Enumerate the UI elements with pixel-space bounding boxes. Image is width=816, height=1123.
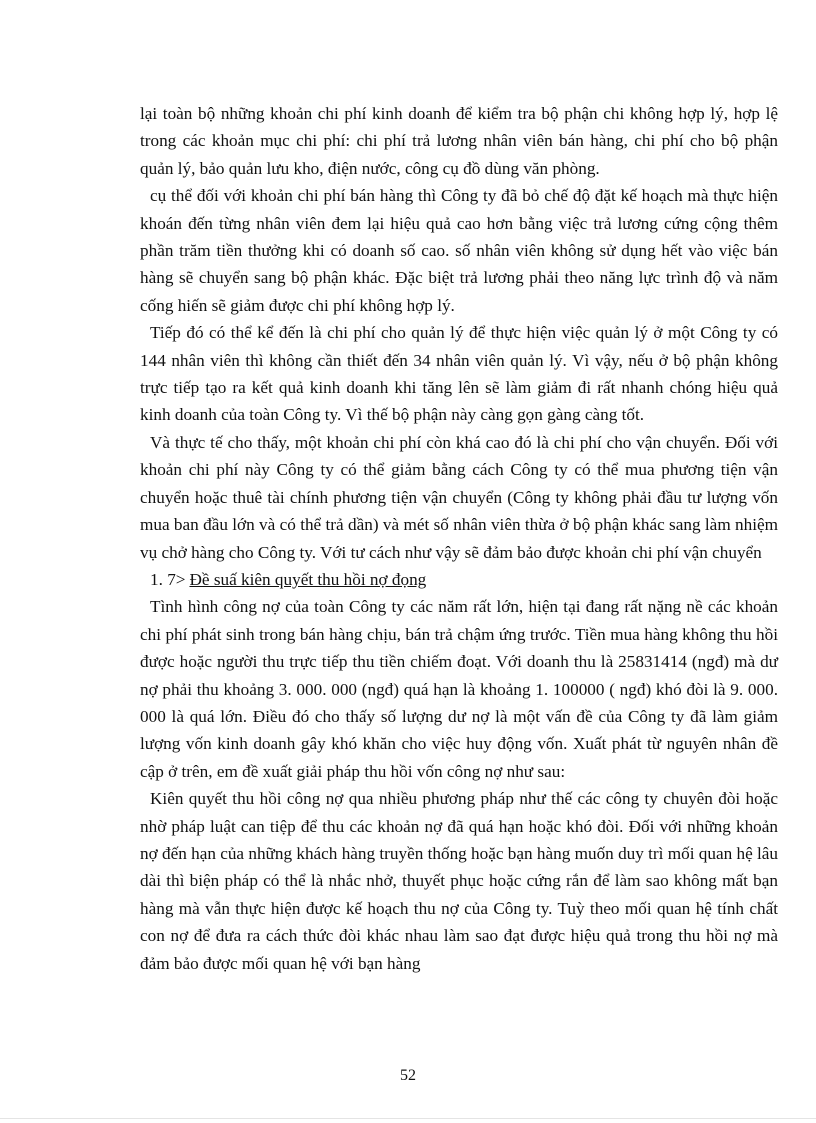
page-bottom-divider [0, 1118, 816, 1119]
paragraph-cost-review: lại toàn bộ những khoản chi phí kinh doanh để kiểm tra bộ phận chi không hợp lý, hợp lệ trong các khoản mục chi phí: chi phí trả lương nhân viên bán hàng, chi phí cho bộ phận quản lý, bảo quản lưu kho, điện nước, công cụ đồ dùng văn phòng. [140, 104, 778, 178]
paragraph-debt-recovery: Kiên quyết thu hồi công nợ qua nhiều phương pháp như thế các công ty chuyên đòi hoặc nhờ pháp luật can tiệp để thu các khoản nợ đã quá hạn hoặc khó đòi. Đối với những khoản nợ đến hạn của những khách hàng truyền thống hoặc bạn hàng muốn duy trì mối quan hệ lâu dài thì biện pháp có thể là nhắc nhở, thuyết phục hoặc cứng rắn để làm sao không mất bạn hàng mà vẫn thực hiện được kế hoạch thu nợ của Công ty. Tuỳ theo mối quan hệ tính chất con nợ để đưa ra cách thức đòi khác nhau làm sao đạt được hiệu quả trong thu hồi nợ mà đảm bảo được mối quan hệ với bạn hàng [140, 789, 778, 973]
paragraph-sales-cost: cụ thể đối với khoản chi phí bán hàng thì Công ty đã bỏ chế độ đặt kế hoạch mà thực hiện khoán đến từng nhân viên đem lại hiệu quả cao hơn bằng việc trả lương cứng cộng thêm phần trăm tiền thưởng khi có doanh số cao. số nhân viên không sử dụng hết vào việc bán hàng sẽ chuyển sang bộ phận khác. Đặc biệt trả lương phải theo năng lực trình độ và năm cống hiến sẽ giảm được chi phí không hợp lý. [140, 186, 778, 315]
section-title: Đề suấ kiên quyết thu hồi nợ đọng [189, 569, 427, 589]
paragraph-management-cost: Tiếp đó có thể kể đến là chi phí cho quản lý để thực hiện việc quản lý ở một Công ty có 144 nhân viên thì không cần thiết đến 34 nhân viên quản lý. Vì vậy, nếu ở bộ phận không trực tiếp tạo ra kết quả kinh doanh khi tăng lên sẽ làm giảm đi rất nhanh chóng hiệu quả kinh doanh của toàn Công ty. Vì thế bộ phận này càng gọn gàng càng tốt. [140, 323, 778, 425]
paragraph-transport-cost: Và thực tế cho thấy, một khoản chi phí còn khá cao đó là chi phí cho vận chuyển. Đối với khoản chi phí này Công ty có thể giảm bằng cách Công ty có thể mua phương tiện vận chuyển hoặc thuê tài chính phương tiện vận chuyển (Công ty không phải đầu tư lượng vốn mua ban đầu lớn và có thể trả dần) và mét số nhân viên thừa ở bộ phận khác sang làm nhiệm vụ chở hàng cho Công ty. Với tư cách như vậy sẽ đảm bảo được khoản chi phí vận chuyển [140, 432, 778, 562]
paragraph-debt-situation: Tình hình công nợ của toàn Công ty các năm rất lớn, hiện tại đang rất nặng nề các khoản chi phí phát sinh trong bán hàng chịu, bán trả chậm ứng trước. Tiền mua hàng không thu hồi được hoặc người thu trực tiếp thu tiền chiếm đoạt. Với doanh thu là 25831414 (ngđ) mà dư nợ phải thu khoảng 3. 000. 000 (ngđ) quá hạn là khoảng 1. 100000 ( ngđ) khó đòi là 9. 000. 000 là quá lớn. Điều đó cho thấy số lượng dư nợ là một vấn đề của Công ty đã làm giảm lượng vốn kinh doanh gây khó khăn cho việc huy động vốn. Xuất phát từ nguyên nhân đề cập ở trên, em đề xuất giải pháp thu hồi vốn công nợ như sau: [140, 597, 778, 781]
section-heading [140, 566, 778, 593]
page-body [140, 100, 778, 977]
section-number: 1. 7> [150, 569, 186, 589]
page-number: 52 [400, 1067, 416, 1084]
